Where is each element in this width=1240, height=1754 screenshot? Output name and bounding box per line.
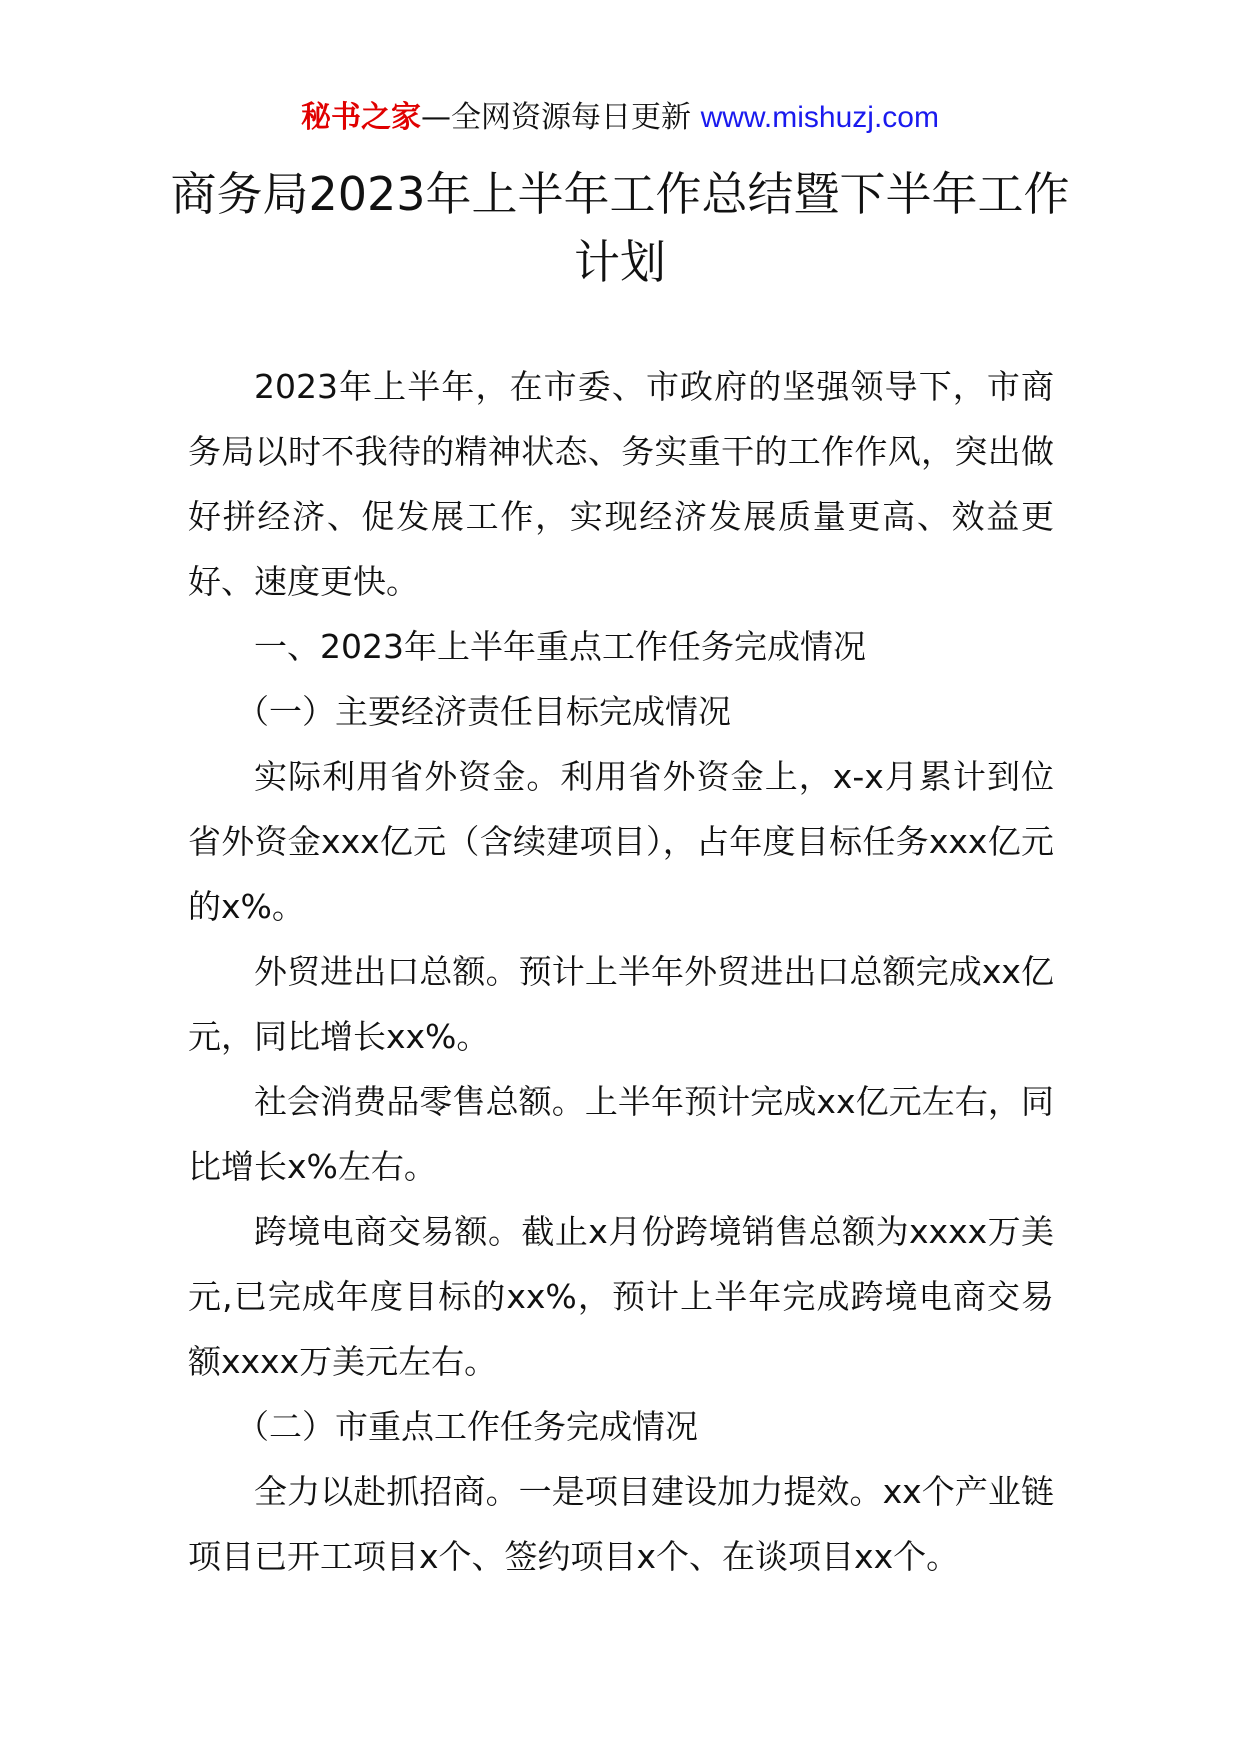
document-title: 商务局2023年上半年工作总结暨下半年工作计划 [170, 167, 1070, 289]
subsection-heading-1: （一）主要经济责任目标完成情况 [236, 692, 731, 731]
paragraph-retail: 社会消费品零售总额。上半年预计完成xx亿元左右，同比增长x%左右。 [188, 1082, 1054, 1186]
subsection-heading-2: （二）市重点工作任务完成情况 [236, 1407, 698, 1446]
section-heading-1: 一、2023年上半年重点工作任务完成情况 [254, 627, 866, 666]
paragraph-ecommerce: 跨境电商交易额。截止x月份跨境销售总额为xxxx万美元,已完成年度目标的xx%，预计上半年完成跨境电商交易额xxxx万美元左右。 [188, 1212, 1054, 1381]
brand-name: 秘书之家 [301, 100, 422, 135]
paragraph-investment-promotion: 全力以赴抓招商。一是项目建设加力提效。xx个产业链项目已开工项目x个、签约项目x个、在谈项目xx个。 [188, 1472, 1054, 1576]
site-header [0, 98, 1240, 138]
paragraph-trade: 外贸进出口总额。预计上半年外贸进出口总额完成xx亿元，同比增长xx%。 [188, 952, 1054, 1056]
document-body [188, 354, 1054, 1589]
paragraph-investment: 实际利用省外资金。利用省外资金上，x-x月累计到位省外资金xxx亿元（含续建项目），占年度目标任务xxx亿元的x%。 [188, 757, 1054, 926]
site-url-link[interactable]: www.mishuzj.com [700, 101, 939, 134]
intro-paragraph: 2023年上半年，在市委、市政府的坚强领导下，市商务局以时不我待的精神状态、务实重干的工作作风，突出做好拼经济、促发展工作，实现经济发展质量更高、效益更好、速度更快。 [188, 367, 1054, 601]
header-slogan: —全网资源每日更新 [421, 100, 701, 135]
